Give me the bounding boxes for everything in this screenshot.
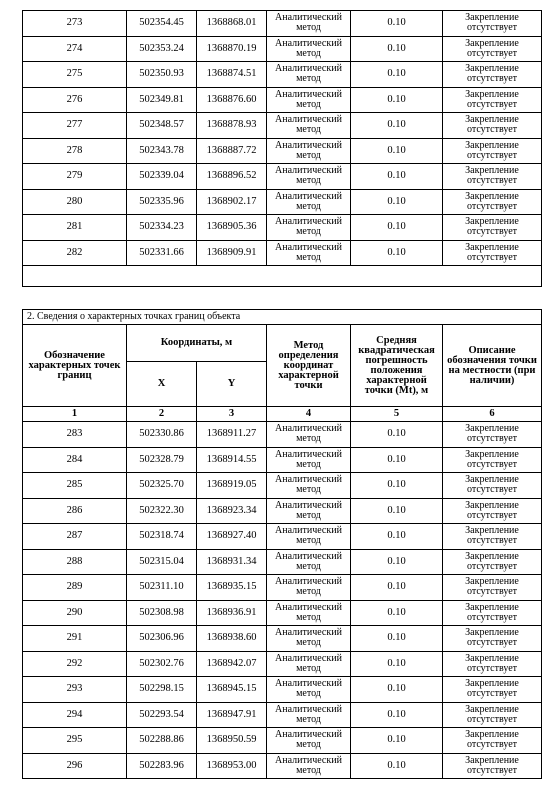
method-cell: Аналитический метод <box>267 215 351 241</box>
col-number-1: 1 <box>23 407 127 422</box>
col-number-5: 5 <box>351 407 443 422</box>
coord-x-cell: 502350.93 <box>127 62 197 88</box>
method-cell: Аналитический метод <box>267 702 351 728</box>
method-cell: Аналитический метод <box>267 498 351 524</box>
method-cell: Аналитический метод <box>267 240 351 266</box>
accuracy-cell: 0.10 <box>351 87 443 113</box>
method-cell: Аналитический метод <box>267 524 351 550</box>
method-cell: Аналитический метод <box>267 575 351 601</box>
fixing-description-cell: Закрепление отсутствует <box>443 600 542 626</box>
method-cell: Аналитический метод <box>267 600 351 626</box>
coord-y-cell: 1368931.34 <box>197 549 267 575</box>
header-y: Y <box>197 362 267 407</box>
table-row <box>23 498 542 524</box>
coord-y-cell: 1368947.91 <box>197 702 267 728</box>
coord-x-cell: 502331.66 <box>127 240 197 266</box>
point-number-cell: 277 <box>23 113 127 139</box>
coord-x-cell: 502348.57 <box>127 113 197 139</box>
method-cell: Аналитический метод <box>267 138 351 164</box>
points-table-2-body <box>23 422 542 779</box>
coord-x-cell: 502308.98 <box>127 600 197 626</box>
fixing-description-cell: Закрепление отсутствует <box>443 240 542 266</box>
table-row <box>23 600 542 626</box>
method-cell: Аналитический метод <box>267 473 351 499</box>
accuracy-cell: 0.10 <box>351 164 443 190</box>
table-row <box>23 164 542 190</box>
col-number-6: 6 <box>443 407 542 422</box>
accuracy-cell: 0.10 <box>351 651 443 677</box>
fixing-description-cell: Закрепление отсутствует <box>443 626 542 652</box>
coord-y-cell: 1368914.55 <box>197 447 267 473</box>
coord-x-cell: 502302.76 <box>127 651 197 677</box>
accuracy-cell: 0.10 <box>351 113 443 139</box>
method-cell: Аналитический метод <box>267 753 351 779</box>
accuracy-cell: 0.10 <box>351 473 443 499</box>
accuracy-cell: 0.10 <box>351 600 443 626</box>
coord-y-cell: 1368923.34 <box>197 498 267 524</box>
fixing-description-cell: Закрепление отсутствует <box>443 422 542 448</box>
coord-y-cell: 1368945.15 <box>197 677 267 703</box>
fixing-description-cell: Закрепление отсутствует <box>443 189 542 215</box>
point-number-cell: 295 <box>23 728 127 754</box>
coord-y-cell: 1368950.59 <box>197 728 267 754</box>
method-cell: Аналитический метод <box>267 36 351 62</box>
fixing-description-cell: Закрепление отсутствует <box>443 87 542 113</box>
header-description: Описание обозначения точки на местности (при наличии) <box>443 325 542 407</box>
section-title: 2. Сведения о характерных точках границ объекта <box>23 310 542 325</box>
accuracy-cell: 0.10 <box>351 549 443 575</box>
coord-y-cell: 1368874.51 <box>197 62 267 88</box>
point-number-cell: 290 <box>23 600 127 626</box>
accuracy-cell: 0.10 <box>351 498 443 524</box>
table-row <box>23 753 542 779</box>
accuracy-cell: 0.10 <box>351 36 443 62</box>
coord-y-cell: 1368887.72 <box>197 138 267 164</box>
point-number-cell: 275 <box>23 62 127 88</box>
method-cell: Аналитический метод <box>267 11 351 37</box>
coord-x-cell: 502328.79 <box>127 447 197 473</box>
fixing-description-cell: Закрепление отсутствует <box>443 677 542 703</box>
coord-x-cell: 502325.70 <box>127 473 197 499</box>
table-row <box>23 62 542 88</box>
coord-y-cell: 1368942.07 <box>197 651 267 677</box>
point-number-cell: 291 <box>23 626 127 652</box>
method-cell: Аналитический метод <box>267 62 351 88</box>
method-cell: Аналитический метод <box>267 728 351 754</box>
method-cell: Аналитический метод <box>267 189 351 215</box>
coord-x-cell: 502298.15 <box>127 677 197 703</box>
table-row <box>23 626 542 652</box>
point-number-cell: 283 <box>23 422 127 448</box>
point-number-cell: 280 <box>23 189 127 215</box>
method-cell: Аналитический метод <box>267 626 351 652</box>
point-number-cell: 284 <box>23 447 127 473</box>
coord-x-cell: 502335.96 <box>127 189 197 215</box>
point-number-cell: 292 <box>23 651 127 677</box>
fixing-description-cell: Закрепление отсутствует <box>443 164 542 190</box>
accuracy-cell: 0.10 <box>351 524 443 550</box>
coord-y-cell: 1368878.93 <box>197 113 267 139</box>
point-number-cell: 282 <box>23 240 127 266</box>
method-cell: Аналитический метод <box>267 164 351 190</box>
fixing-description-cell: Закрепление отсутствует <box>443 473 542 499</box>
fixing-description-cell: Закрепление отсутствует <box>443 524 542 550</box>
method-cell: Аналитический метод <box>267 422 351 448</box>
header-accuracy: Средняя квадратическая погрешность положения характерной точки (Mt), м <box>351 325 443 407</box>
coord-y-cell: 1368896.52 <box>197 164 267 190</box>
coord-y-cell: 1368876.60 <box>197 87 267 113</box>
fixing-description-cell: Закрепление отсутствует <box>443 138 542 164</box>
method-cell: Аналитический метод <box>267 113 351 139</box>
accuracy-cell: 0.10 <box>351 677 443 703</box>
point-number-cell: 293 <box>23 677 127 703</box>
coord-y-cell: 1368936.91 <box>197 600 267 626</box>
coord-x-cell: 502354.45 <box>127 11 197 37</box>
fixing-description-cell: Закрепление отсутствует <box>443 11 542 37</box>
header-designation: Обозначение характерных точек границ <box>23 325 127 407</box>
fixing-description-cell: Закрепление отсутствует <box>443 215 542 241</box>
point-number-cell: 276 <box>23 87 127 113</box>
coord-y-cell: 1368938.60 <box>197 626 267 652</box>
coord-x-cell: 502311.10 <box>127 575 197 601</box>
coord-y-cell: 1368909.91 <box>197 240 267 266</box>
point-number-cell: 294 <box>23 702 127 728</box>
point-number-cell: 273 <box>23 11 127 37</box>
point-number-cell: 274 <box>23 36 127 62</box>
accuracy-cell: 0.10 <box>351 753 443 779</box>
col-number-4: 4 <box>267 407 351 422</box>
coord-x-cell: 502306.96 <box>127 626 197 652</box>
accuracy-cell: 0.10 <box>351 62 443 88</box>
coord-x-cell: 502315.04 <box>127 549 197 575</box>
coord-y-cell: 1368953.00 <box>197 753 267 779</box>
point-number-cell: 288 <box>23 549 127 575</box>
method-cell: Аналитический метод <box>267 677 351 703</box>
fixing-description-cell: Закрепление отсутствует <box>443 549 542 575</box>
accuracy-cell: 0.10 <box>351 189 443 215</box>
accuracy-cell: 0.10 <box>351 626 443 652</box>
accuracy-cell: 0.10 <box>351 215 443 241</box>
point-number-cell: 285 <box>23 473 127 499</box>
table-row <box>23 473 542 499</box>
coord-x-cell: 502318.74 <box>127 524 197 550</box>
table-row <box>23 677 542 703</box>
fixing-description-cell: Закрепление отсутствует <box>443 702 542 728</box>
coord-y-cell: 1368902.17 <box>197 189 267 215</box>
accuracy-cell: 0.10 <box>351 138 443 164</box>
coord-x-cell: 502330.86 <box>127 422 197 448</box>
table-row <box>23 215 542 241</box>
coord-y-cell: 1368927.40 <box>197 524 267 550</box>
col-number-2: 2 <box>127 407 197 422</box>
accuracy-cell: 0.10 <box>351 447 443 473</box>
table-row <box>23 728 542 754</box>
accuracy-cell: 0.10 <box>351 11 443 37</box>
table-row <box>23 11 542 37</box>
fixing-description-cell: Закрепление отсутствует <box>443 36 542 62</box>
point-number-cell: 296 <box>23 753 127 779</box>
accuracy-cell: 0.10 <box>351 728 443 754</box>
coord-y-cell: 1368911.27 <box>197 422 267 448</box>
coord-x-cell: 502283.96 <box>127 753 197 779</box>
fixing-description-cell: Закрепление отсутствует <box>443 498 542 524</box>
accuracy-cell: 0.10 <box>351 702 443 728</box>
point-number-cell: 286 <box>23 498 127 524</box>
table-row <box>23 113 542 139</box>
table-row <box>23 422 542 448</box>
coord-x-cell: 502334.23 <box>127 215 197 241</box>
point-number-cell: 278 <box>23 138 127 164</box>
accuracy-cell: 0.10 <box>351 240 443 266</box>
points-table-1-body <box>23 11 542 266</box>
table-row <box>23 447 542 473</box>
table-row <box>23 189 542 215</box>
table-row <box>23 36 542 62</box>
table-row <box>23 138 542 164</box>
method-cell: Аналитический метод <box>267 447 351 473</box>
point-number-cell: 287 <box>23 524 127 550</box>
table-row <box>23 524 542 550</box>
coord-x-cell: 502322.30 <box>127 498 197 524</box>
points-table-2 <box>22 309 542 779</box>
coord-x-cell: 502339.04 <box>127 164 197 190</box>
point-number-cell: 289 <box>23 575 127 601</box>
accuracy-cell: 0.10 <box>351 575 443 601</box>
coord-y-cell: 1368868.01 <box>197 11 267 37</box>
header-x: X <box>127 362 197 407</box>
point-number-cell: 281 <box>23 215 127 241</box>
table-row <box>23 87 542 113</box>
fixing-description-cell: Закрепление отсутствует <box>443 113 542 139</box>
accuracy-cell: 0.10 <box>351 422 443 448</box>
coord-x-cell: 502293.54 <box>127 702 197 728</box>
method-cell: Аналитический метод <box>267 651 351 677</box>
coord-y-cell: 1368870.19 <box>197 36 267 62</box>
fixing-description-cell: Закрепление отсутствует <box>443 728 542 754</box>
table-row <box>23 702 542 728</box>
coord-x-cell: 502288.86 <box>127 728 197 754</box>
fixing-description-cell: Закрепление отсутствует <box>443 62 542 88</box>
fixing-description-cell: Закрепление отсутствует <box>443 753 542 779</box>
fixing-description-cell: Закрепление отсутствует <box>443 651 542 677</box>
table-row <box>23 575 542 601</box>
table-row <box>23 240 542 266</box>
header-method: Метод определения координат характерной точки <box>267 325 351 407</box>
empty-row <box>23 266 542 287</box>
coord-x-cell: 502343.78 <box>127 138 197 164</box>
coord-y-cell: 1368935.15 <box>197 575 267 601</box>
fixing-description-cell: Закрепление отсутствует <box>443 447 542 473</box>
coord-x-cell: 502353.24 <box>127 36 197 62</box>
coord-y-cell: 1368919.05 <box>197 473 267 499</box>
fixing-description-cell: Закрепление отсутствует <box>443 575 542 601</box>
col-number-3: 3 <box>197 407 267 422</box>
points-table-1 <box>22 10 542 287</box>
method-cell: Аналитический метод <box>267 549 351 575</box>
point-number-cell: 279 <box>23 164 127 190</box>
method-cell: Аналитический метод <box>267 87 351 113</box>
coord-x-cell: 502349.81 <box>127 87 197 113</box>
coord-y-cell: 1368905.36 <box>197 215 267 241</box>
header-coordinates: Координаты, м <box>127 325 267 362</box>
table-row <box>23 549 542 575</box>
table-row <box>23 651 542 677</box>
